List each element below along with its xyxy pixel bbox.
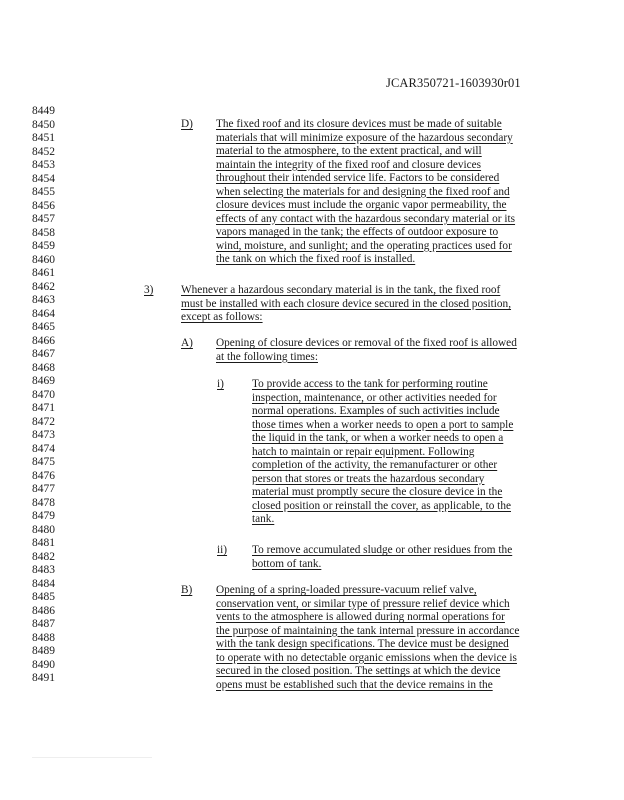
- paragraph-3-label: 3): [144, 284, 154, 296]
- text-line: inspection, maintenance, or other activities needed for: [252, 391, 497, 404]
- line-number: 8491: [32, 672, 55, 684]
- text-line: The fixed roof and its closure devices must be made of suitable: [216, 118, 502, 130]
- line-number: 8476: [32, 469, 55, 482]
- text-line: bottom of tank.: [252, 557, 322, 570]
- text-line: the tank on which the fixed roof is installed.: [216, 253, 416, 265]
- line-number: 8455: [32, 186, 55, 198]
- text-line: effects of any contact with the hazardous secondary material or its: [216, 212, 516, 225]
- text-line: wind, moisture, and sunlight; and the operating practices used for: [216, 239, 512, 252]
- line-number: 8482: [32, 550, 55, 563]
- line-number: 8467: [32, 348, 55, 360]
- line-number: 8481: [32, 537, 55, 549]
- line-number: 8479: [32, 510, 55, 522]
- text-line: vents to the atmosphere is allowed during normal operations for: [216, 611, 505, 623]
- paragraph-b-label: B): [181, 584, 193, 596]
- paragraph-ii: [217, 544, 513, 571]
- line-number: 8453: [32, 159, 55, 171]
- text-line: throughout their intended service life. Factors to be considered: [216, 172, 500, 184]
- line-number: 8463: [32, 294, 55, 306]
- paragraph-a-label: A): [181, 337, 193, 349]
- line-number: 8451: [32, 132, 55, 144]
- line-number: 8461: [32, 267, 55, 279]
- line-number: 8470: [32, 388, 55, 401]
- line-number: 8472: [32, 415, 55, 428]
- line-number: 8478: [32, 496, 55, 509]
- text-line: the purpose of maintaining the tank internal pressure in accordance: [216, 624, 520, 637]
- line-number: 8456: [32, 199, 55, 212]
- line-number: 8468: [32, 361, 55, 374]
- text-line: those times when a worker needs to open a port to sample: [252, 418, 514, 431]
- line-number: 8480: [32, 523, 55, 536]
- text-line: Opening of a spring-loaded pressure-vacuum relief valve,: [216, 584, 477, 596]
- text-line: Opening of closure devices or removal of the fixed roof is allowed: [216, 337, 517, 349]
- line-number: 8490: [32, 658, 55, 671]
- line-number: 8459: [32, 240, 55, 252]
- text-line: conservation vent, or similar type of pressure relief device which: [216, 597, 510, 610]
- line-number: 8477: [32, 483, 55, 495]
- text-line: except as follows:: [181, 311, 263, 323]
- text-line: at the following times:: [216, 350, 318, 363]
- line-number: 8460: [32, 253, 55, 266]
- text-line: must be installed with each closure device secured in the closed position,: [181, 297, 512, 310]
- text-line: completion of the activity, the remanufacturer or other: [252, 459, 498, 471]
- line-number: 8471: [32, 402, 55, 414]
- line-number: 8474: [32, 442, 55, 455]
- line-number: 8489: [32, 645, 55, 657]
- line-number: 8465: [32, 321, 55, 333]
- text-line: material must promptly secure the closure device in the: [252, 486, 503, 498]
- line-number: 8487: [32, 618, 55, 630]
- line-number: 8454: [32, 172, 55, 185]
- line-number: 8469: [32, 375, 55, 387]
- line-number: 8450: [32, 118, 55, 131]
- line-number: 8486: [32, 604, 55, 617]
- line-number: 8485: [32, 591, 55, 603]
- paragraph-b: [181, 584, 520, 692]
- paragraph-d-label: D): [181, 118, 193, 130]
- text-line: maintain the integrity of the fixed roof and closure devices: [216, 158, 482, 171]
- text-line: materials that will minimize exposure of the hazardous secondary: [216, 131, 513, 144]
- text-line: secured in the closed position. The settings at which the device: [216, 665, 501, 677]
- text-line: To remove accumulated sludge or other residues from the: [252, 544, 513, 556]
- text-line: opens must be established such that the device remains in the: [216, 678, 493, 691]
- document-id: JCAR350721-1603930r01: [386, 76, 521, 90]
- line-number: 8488: [32, 631, 55, 644]
- text-line: closure devices must include the organic vapor permeability, the: [216, 199, 507, 211]
- paragraph-i-label: i): [217, 378, 224, 390]
- text-line: person that stores or treats the hazardous secondary: [252, 472, 485, 485]
- line-number: 8457: [32, 213, 55, 225]
- line-number: 8473: [32, 429, 55, 441]
- paragraph-ii-label: ii): [217, 544, 228, 556]
- text-line: To provide access to the tank for performing routine: [252, 378, 488, 390]
- line-number: 8449: [32, 105, 55, 117]
- paragraph-a: [181, 337, 517, 364]
- text-line: closed position or reinstall the cover, as applicable, to the: [252, 499, 511, 512]
- text-line: hatch to maintain or repair equipment. Following: [252, 445, 475, 458]
- line-number: 8452: [32, 145, 55, 158]
- line-number-column: [32, 105, 72, 686]
- text-line: Whenever a hazardous secondary material is in the tank, the fixed roof: [181, 284, 501, 296]
- line-number: 8458: [32, 226, 55, 239]
- line-number: 8484: [32, 577, 55, 590]
- text-line: the liquid in the tank, or when a worker needs to open a: [252, 432, 504, 444]
- text-line: to operate with no detectable organic emissions when the device is: [216, 651, 517, 664]
- line-number: 8464: [32, 307, 55, 320]
- footer-divider: [32, 757, 152, 758]
- line-number: 8475: [32, 456, 55, 468]
- line-number: 8483: [32, 564, 55, 576]
- text-line: tank.: [252, 513, 275, 525]
- text-line: normal operations. Examples of such activities include: [252, 405, 500, 417]
- text-line: vapors managed in the tank; the effects of outdoor exposure to: [216, 226, 499, 238]
- paragraph-3: [144, 284, 512, 325]
- text-line: material to the atmosphere, to the extent practical, and will: [216, 145, 482, 157]
- text-line: when selecting the materials for and designing the fixed roof and: [216, 185, 510, 198]
- paragraph-d: [181, 118, 516, 267]
- text-line: with the tank design specifications. The device must be designed: [216, 638, 509, 650]
- line-number: 8462: [32, 280, 55, 293]
- line-number: 8466: [32, 334, 55, 347]
- paragraph-i: [217, 378, 514, 527]
